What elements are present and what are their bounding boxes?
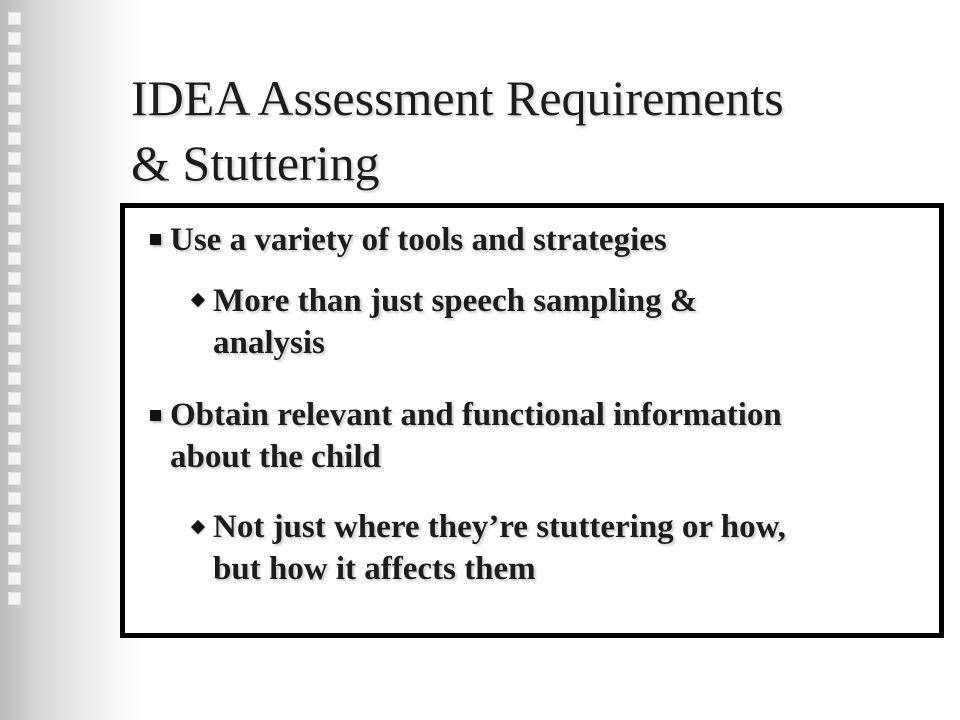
- square-bullet-icon: [150, 410, 161, 421]
- slide-title: [131, 66, 931, 196]
- sub-bullet-2-line-1: Not just where they’re stuttering or how,: [213, 509, 786, 545]
- slide-title-line-2: & Stuttering: [131, 135, 380, 191]
- sub-bullet-1: [213, 280, 697, 364]
- sub-bullet-2-line-2: but how it affects them: [213, 551, 536, 587]
- sub-bullet-1-line-2: analysis: [213, 325, 325, 361]
- bullet-2: [170, 394, 782, 478]
- bullet-2-line-1: Obtain relevant and functional information: [170, 397, 782, 433]
- decorative-squares: [8, 12, 22, 605]
- sub-bullet-2: [213, 506, 786, 590]
- slide-title-line-1: IDEA Assessment Requirements: [131, 70, 784, 126]
- bullet-1: [170, 219, 667, 261]
- sub-bullet-1-line-1: More than just speech sampling &: [213, 283, 698, 319]
- square-bullet-icon: [150, 234, 161, 245]
- bullet-1-text: Use a variety of tools and strategies: [170, 222, 667, 258]
- bullet-2-line-2: about the child: [170, 439, 381, 475]
